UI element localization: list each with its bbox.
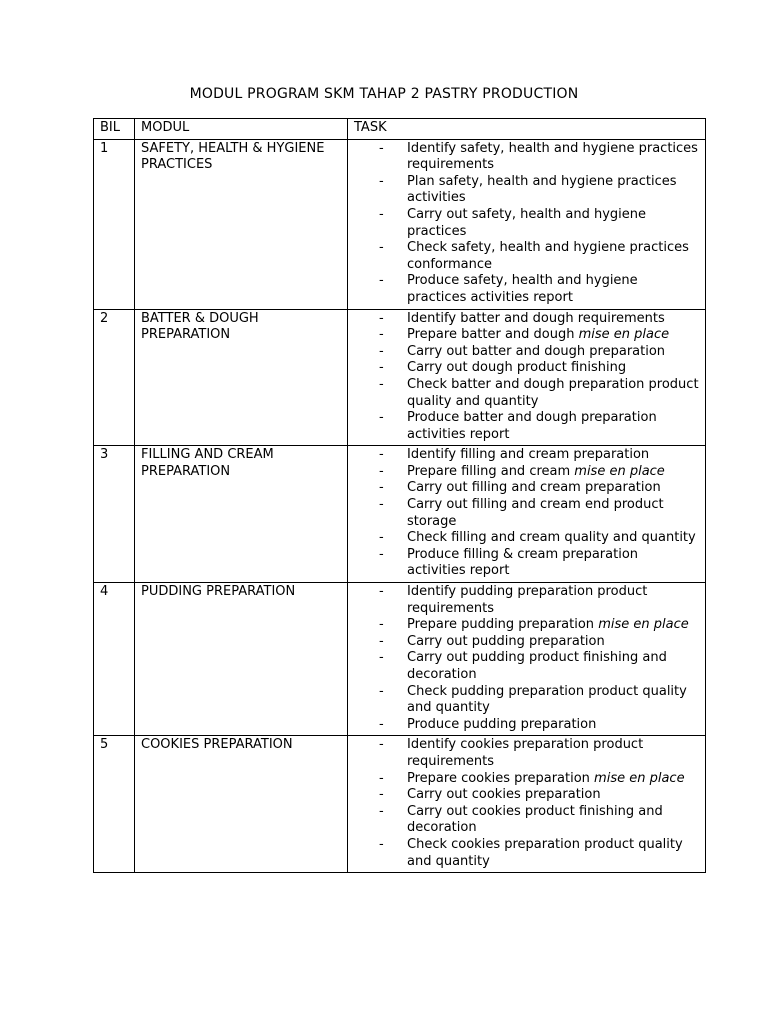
- header-bil: BIL: [94, 119, 135, 140]
- task-item: [379, 530, 699, 547]
- row-bil: 4: [94, 583, 135, 736]
- task-item: [379, 771, 699, 788]
- table-row: [94, 583, 706, 736]
- bullet-dash: -: [379, 770, 384, 786]
- header-task: TASK: [348, 119, 706, 140]
- task-text: Check pudding preparation product quality and quantity: [407, 683, 687, 716]
- row-bil: 3: [94, 446, 135, 583]
- bullet-dash: -: [379, 787, 384, 803]
- bullet-dash: -: [379, 530, 384, 546]
- bullet-dash: -: [379, 617, 384, 633]
- module-table: [93, 118, 706, 873]
- task-list: [354, 584, 699, 733]
- task-text: Plan safety, health and hygiene practices activities: [407, 173, 677, 206]
- row-tasks: [348, 139, 706, 309]
- table-row: [94, 139, 706, 309]
- table-header-row: [94, 119, 706, 140]
- bullet-dash: -: [379, 410, 384, 426]
- task-item: [379, 273, 699, 306]
- task-item: [379, 737, 699, 770]
- task-text: Carry out cookies preparation: [407, 787, 601, 803]
- row-modul: BATTER & DOUGH PREPARATION: [135, 309, 348, 446]
- task-item: [379, 634, 699, 651]
- bullet-dash: -: [379, 584, 384, 600]
- task-text: Produce filling & cream preparation activities report: [407, 546, 639, 579]
- table-row: [94, 446, 706, 583]
- task-item: [379, 617, 699, 634]
- task-italic-text: mise en place: [598, 617, 689, 633]
- task-item: [379, 311, 699, 328]
- task-item: [379, 497, 699, 530]
- bullet-dash: -: [379, 546, 384, 562]
- task-item: [379, 547, 699, 580]
- table-body: [94, 139, 706, 873]
- row-modul: COOKIES PREPARATION: [135, 736, 348, 873]
- task-text: Identify cookies preparation product requirements: [407, 737, 644, 769]
- task-list: [354, 447, 699, 580]
- table-row: [94, 736, 706, 873]
- task-item: [379, 327, 699, 344]
- task-text: Carry out batter and dough preparation: [407, 343, 666, 359]
- bullet-dash: -: [379, 803, 384, 819]
- task-item: [379, 410, 699, 443]
- task-item: [379, 447, 699, 464]
- bullet-dash: -: [379, 343, 384, 359]
- task-item: [379, 377, 699, 410]
- bullet-dash: -: [379, 463, 384, 479]
- bullet-dash: -: [379, 273, 384, 289]
- task-item: [379, 684, 699, 717]
- task-text: Check cookies preparation product quality and quantity: [407, 836, 683, 869]
- task-item: [379, 344, 699, 361]
- task-list: [354, 737, 699, 870]
- task-text: Check batter and dough preparation product quality and quantity: [407, 376, 699, 409]
- task-item: [379, 787, 699, 804]
- bullet-dash: -: [379, 206, 384, 222]
- task-text: Identify filling and cream preparation: [407, 447, 650, 463]
- task-text: Identify pudding preparation product requirements: [407, 584, 648, 616]
- task-item: [379, 207, 699, 240]
- task-text: Produce pudding preparation: [407, 716, 597, 732]
- bullet-dash: -: [379, 683, 384, 699]
- table-row: [94, 309, 706, 446]
- row-tasks: [348, 736, 706, 873]
- row-modul: SAFETY, HEALTH & HYGIENE PRACTICES: [135, 139, 348, 309]
- task-item: [379, 141, 699, 174]
- task-text: Prepare batter and dough: [407, 327, 579, 343]
- task-text: Produce safety, health and hygiene practices activities report: [407, 273, 638, 305]
- bullet-dash: -: [379, 327, 384, 343]
- task-text: Carry out pudding preparation: [407, 633, 605, 649]
- bullet-dash: -: [379, 497, 384, 513]
- task-italic-text: mise en place: [578, 327, 670, 343]
- task-item: [379, 804, 699, 837]
- task-item: [379, 360, 699, 377]
- bullet-dash: -: [379, 836, 384, 852]
- bullet-dash: -: [379, 716, 384, 732]
- row-tasks: [348, 583, 706, 736]
- row-tasks: [348, 309, 706, 446]
- task-list: [354, 141, 699, 307]
- bullet-dash: -: [379, 140, 384, 156]
- task-item: [379, 464, 699, 481]
- task-text: Check filling and cream quality and quantity: [407, 530, 696, 546]
- row-bil: 5: [94, 736, 135, 873]
- task-text: Prepare pudding preparation: [407, 617, 599, 633]
- bullet-dash: -: [379, 376, 384, 392]
- task-item: [379, 650, 699, 683]
- task-item: [379, 240, 699, 273]
- task-item: [379, 584, 699, 617]
- bullet-dash: -: [379, 737, 384, 753]
- bullet-dash: -: [379, 310, 384, 326]
- row-bil: 2: [94, 309, 135, 446]
- task-text: Carry out filling and cream end product storage: [407, 497, 664, 529]
- task-text: Prepare filling and cream: [407, 463, 575, 479]
- task-text: Identify batter and dough requirements: [407, 310, 665, 326]
- task-item: [379, 837, 699, 870]
- task-item: [379, 174, 699, 207]
- task-text: Carry out filling and cream preparation: [407, 480, 661, 496]
- bullet-dash: -: [379, 173, 384, 189]
- task-italic-text: mise en place: [574, 463, 665, 479]
- row-modul: PUDDING PREPARATION: [135, 583, 348, 736]
- document-title-text: MODUL PROGRAM SKM TAHAP 2 PASTRY PRODUCTION: [189, 86, 579, 102]
- bullet-dash: -: [379, 480, 384, 496]
- task-list: [354, 311, 699, 444]
- bullet-dash: -: [379, 447, 384, 463]
- task-text: Carry out dough product finishing: [407, 360, 627, 376]
- task-text: Produce batter and dough preparation activities report: [407, 410, 657, 442]
- bullet-dash: -: [379, 360, 384, 376]
- header-modul: MODUL: [135, 119, 348, 140]
- task-text: Carry out cookies product finishing and decoration: [407, 803, 663, 836]
- document-title: [0, 86, 768, 102]
- task-text: Carry out pudding product finishing and decoration: [407, 650, 667, 682]
- task-text: Check safety, health and hygiene practices conformance: [407, 240, 689, 272]
- row-tasks: [348, 446, 706, 583]
- task-text: Carry out safety, health and hygiene practices: [407, 206, 647, 239]
- task-item: [379, 480, 699, 497]
- bullet-dash: -: [379, 650, 384, 666]
- task-italic-text: mise en place: [594, 770, 685, 786]
- bullet-dash: -: [379, 633, 384, 649]
- task-item: [379, 717, 699, 734]
- bullet-dash: -: [379, 240, 384, 256]
- task-text: Prepare cookies preparation: [407, 770, 595, 786]
- task-text: Identify safety, health and hygiene practices requirements: [407, 140, 698, 173]
- row-bil: 1: [94, 139, 135, 309]
- row-modul: FILLING AND CREAM PREPARATION: [135, 446, 348, 583]
